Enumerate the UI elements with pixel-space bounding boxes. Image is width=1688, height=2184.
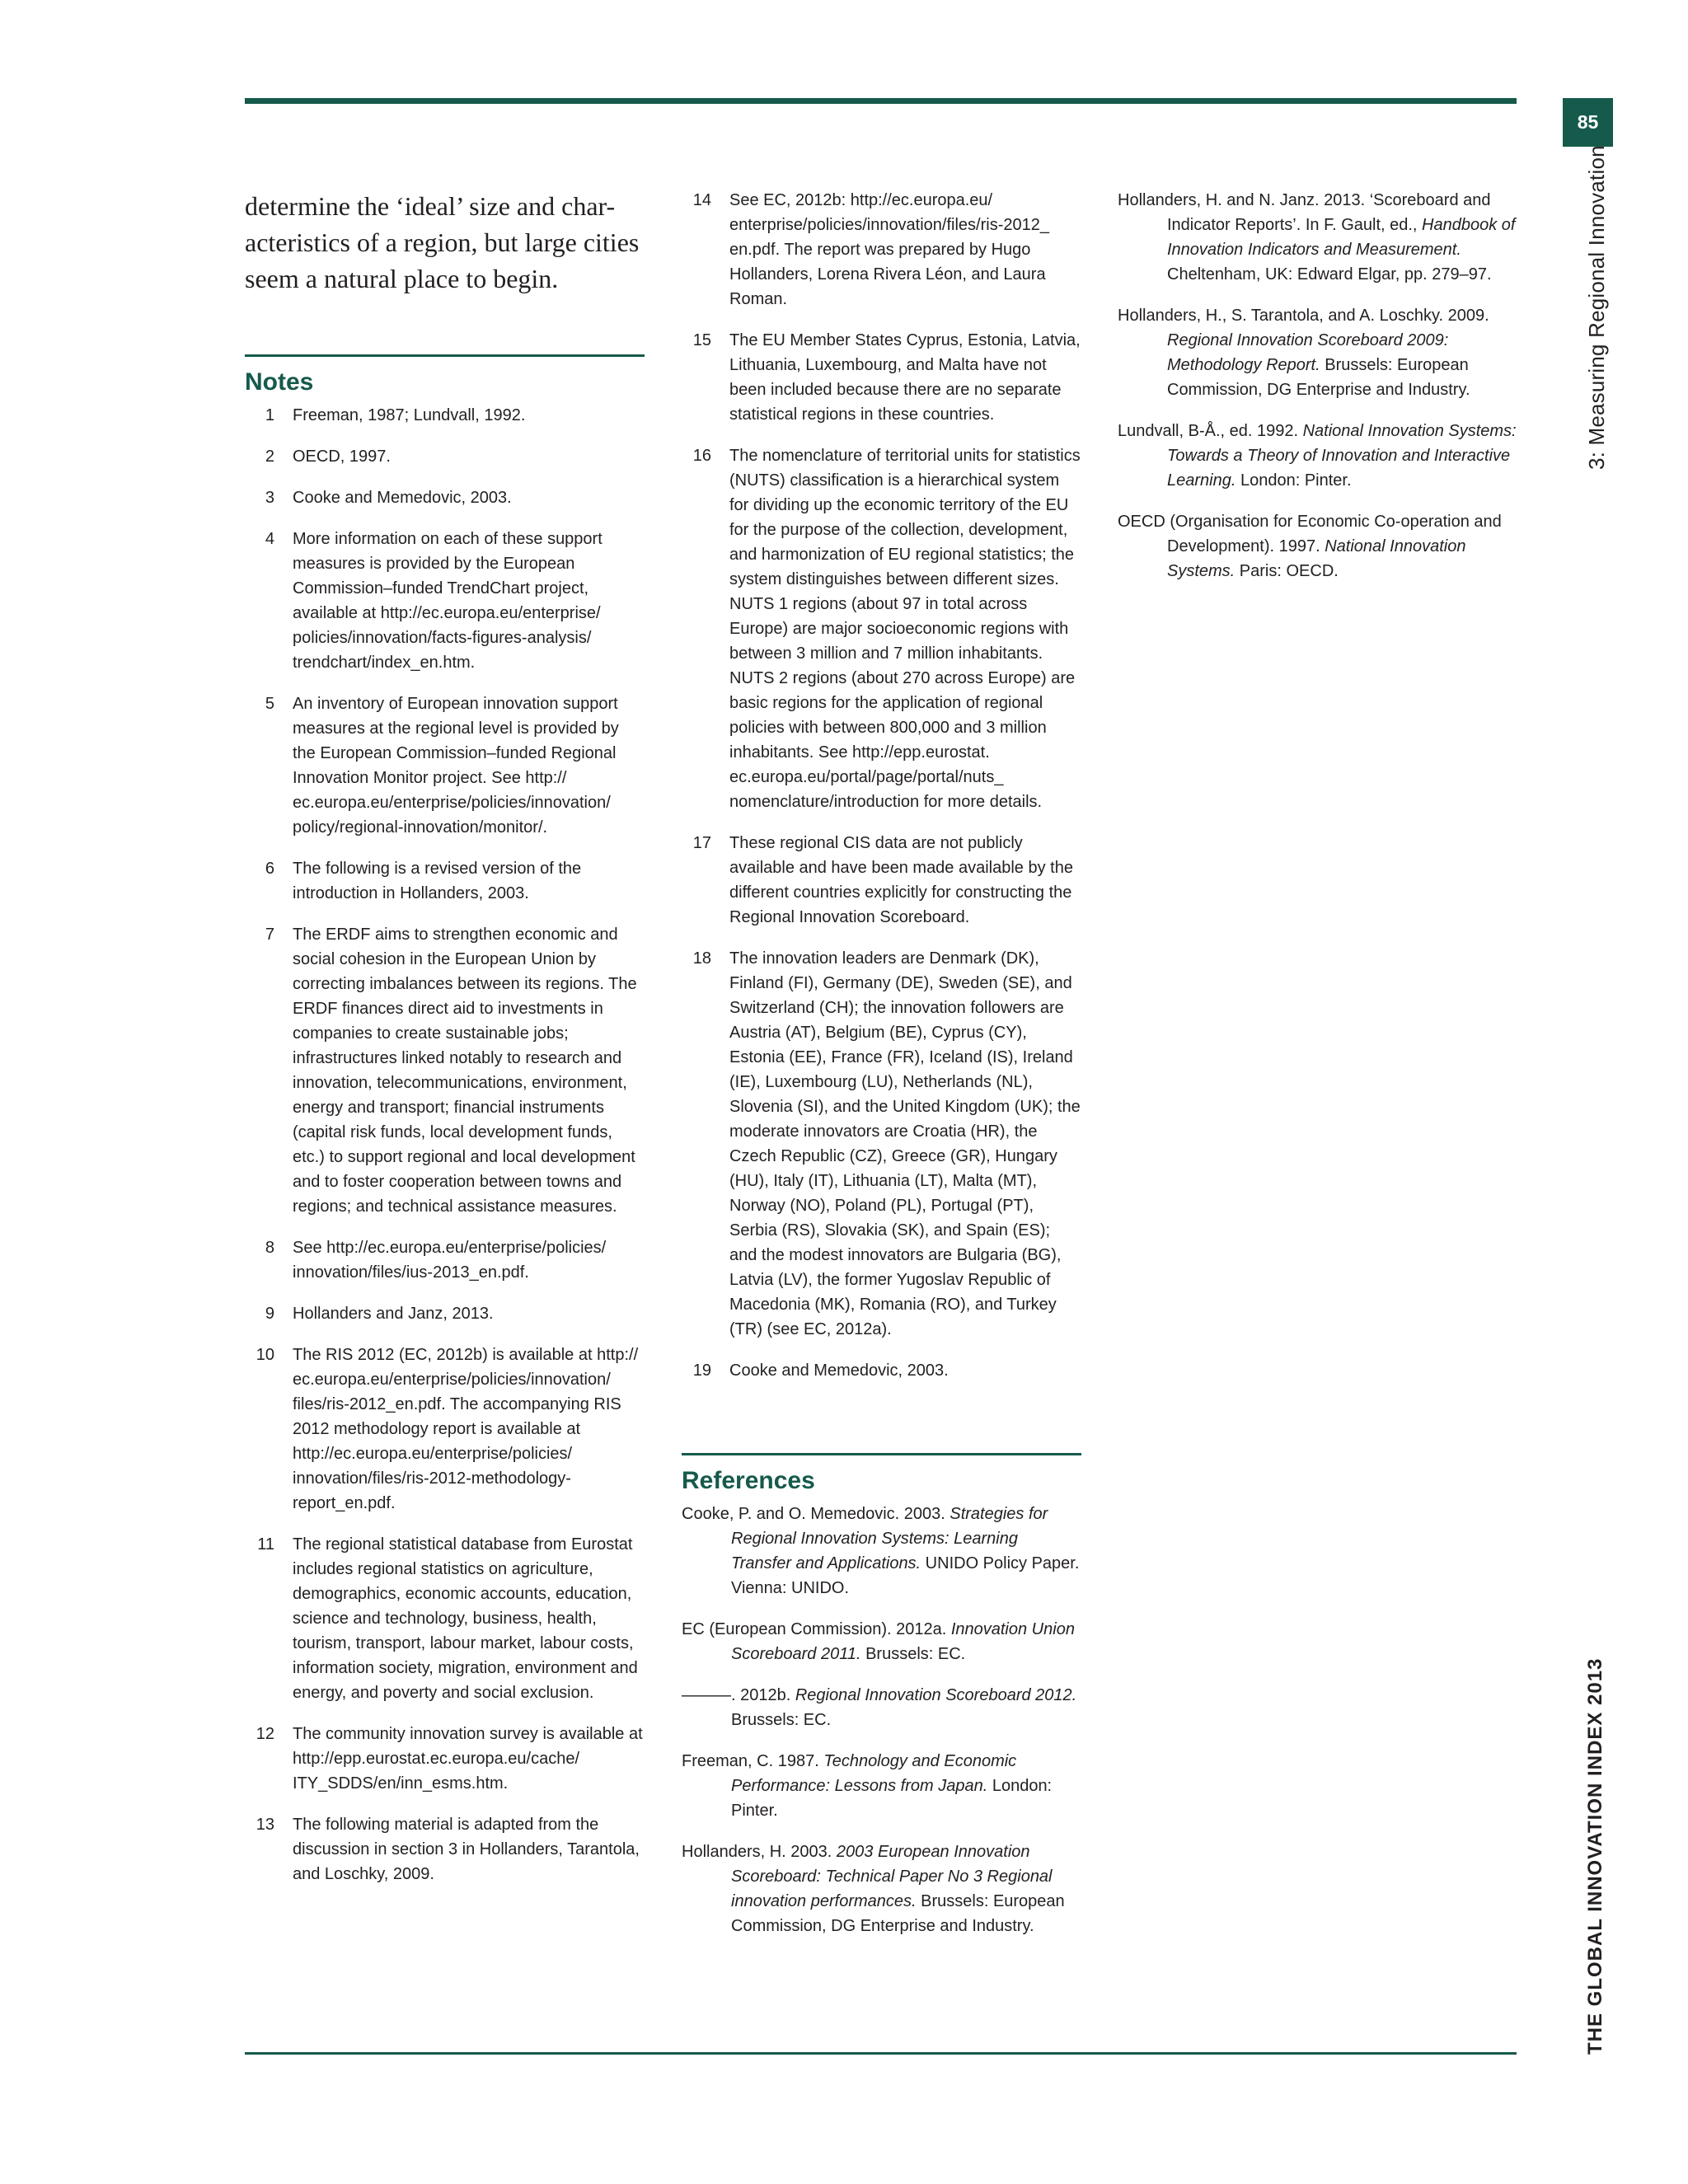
note-item xyxy=(245,527,645,675)
note-text: The RIS 2012 (EC, 2012b) is available at http:// ec.europa.eu/enterprise/policies/innovation/ files/ris-2012_en.pdf. The accompanying RIS 2012 methodology report is available at http://ec.europa.eu/enterprise/policies/ innovation/files/ris-2012-methodology- report_en.pdf. xyxy=(293,1346,639,1512)
reference-publisher: UNIDO Policy Paper. Vienna: UNIDO. xyxy=(731,1554,1080,1597)
reference-author: Hollanders, H., S. Tarantola, and A. Loschky. 2009. xyxy=(1118,307,1489,325)
note-number: 3 xyxy=(265,489,274,507)
note-number: 13 xyxy=(256,1816,274,1834)
reference-title: Strategies for Regional Innovation Systems: Learning Transfer and Applications. xyxy=(731,1505,1048,1572)
note-text: An inventory of European innovation support measures at the regional level is provided by the European Commission–funded Regional Innovation Monitor project. See http:// ec.europa.eu/enterprise/policies/innovation/ policy/regional-innovation/monitor/. xyxy=(293,695,619,837)
note-item xyxy=(245,1235,645,1285)
note-item xyxy=(682,831,1081,930)
note-number: 4 xyxy=(265,530,274,548)
running-head: 3: Measuring Regional Innovation xyxy=(1584,145,1609,470)
reference-title: Technology and Economic Performance: Lessons from Japan. xyxy=(731,1752,1017,1795)
bottom-rule xyxy=(245,2052,1517,2055)
note-text: The ERDF aims to strengthen economic and social cohesion in the European Union by correcting imbalances between its regions. The ERDF finances direct aid to investments in companies to create sustainable jobs; infrastructures linked notably to research and innovation, telecommunications, environment, energy and transport; financial instruments (capital risk funds, local development funds, etc.) to support regional and local development and to foster cooperation between towns and regions; and technical assistance measures. xyxy=(293,926,637,1216)
reference-item xyxy=(682,1840,1081,1938)
intro-text: determine the ‘ideal’ size and char- acteristics of a region, but large cities seem a natural place to begin. xyxy=(245,191,640,293)
reference-item xyxy=(682,1749,1081,1823)
reference-title: 2003 European Innovation Scoreboard: Technical Paper No 3 Regional innovation performances. xyxy=(731,1843,1053,1910)
note-item xyxy=(245,922,645,1219)
note-text: Cooke and Memedovic, 2003. xyxy=(293,489,512,507)
reference-item xyxy=(682,1617,1081,1666)
reference-title: Innovation Union Scoreboard 2011. xyxy=(731,1620,1075,1663)
reference-title: National Innovation Systems. xyxy=(1167,537,1466,580)
reference-author: Lundvall, B-Å., ed. 1992. xyxy=(1118,422,1303,440)
reference-item xyxy=(1118,419,1522,493)
reference-author: Hollanders, H. and N. Janz. 2013. ‘Scoreboard and Indicator Reports’. In F. Gault, ed., xyxy=(1118,191,1491,234)
reference-item xyxy=(1118,188,1522,287)
note-item xyxy=(245,1722,645,1796)
reference-publisher: London: Pinter. xyxy=(1236,471,1352,490)
notes-list-continued xyxy=(682,188,1081,1383)
note-item xyxy=(245,691,645,840)
note-text: See http://ec.europa.eu/enterprise/policies/ innovation/files/ius-2013_en.pdf. xyxy=(293,1239,607,1282)
note-number: 1 xyxy=(265,406,274,424)
note-number: 5 xyxy=(265,695,274,713)
note-text: The regional statistical database from Eurostat includes regional statistics on agriculture, demographics, economic accounts, education, science and technology, business, health, tourism, transport, labour market, labour costs, information society, migration, environment and energy, and poverty and social exclusion. xyxy=(293,1535,638,1702)
note-text: See EC, 2012b: http://ec.europa.eu/ enterprise/policies/innovation/files/ris-2012_ en.pdf. The report was prepared by Hugo Hollanders, Lorena Rivera Léon, and Laura Roman. xyxy=(729,191,1049,308)
reference-item xyxy=(1118,509,1522,583)
page-number: 85 xyxy=(1563,98,1613,147)
note-text: Freeman, 1987; Lundvall, 1992. xyxy=(293,406,526,424)
book-title: THE GLOBAL INNOVATION INDEX 2013 xyxy=(1584,1657,1606,2055)
reference-publisher: Brussels: EC. xyxy=(860,1645,966,1663)
notes-heading: Notes xyxy=(245,354,645,398)
note-text: Cooke and Memedovic, 2003. xyxy=(729,1361,949,1380)
note-number: 2 xyxy=(265,448,274,466)
note-item xyxy=(245,1532,645,1705)
note-text: The following is a revised version of the introduction in Hollanders, 2003. xyxy=(293,860,582,902)
notes-list xyxy=(245,403,645,1886)
note-item xyxy=(245,485,645,510)
reference-publisher: Brussels: European Commission, DG Enterprise and Industry. xyxy=(1167,356,1470,399)
note-item xyxy=(682,328,1081,427)
note-item xyxy=(682,188,1081,312)
note-text: These regional CIS data are not publicly available and have been made available by the different countries explicitly for constructing the Regional Innovation Scoreboard. xyxy=(729,834,1073,926)
note-text: OECD, 1997. xyxy=(293,448,391,466)
note-text: More information on each of these support measures is provided by the European Commission–funded TrendChart project, available at http://ec.europa.eu/enterprise/ policies/innovation/facts-figures-analysis/ trendchart/index_en.htm. xyxy=(293,530,603,672)
reference-author: OECD (Organisation for Economic Co-operation and Development). 1997. xyxy=(1118,513,1502,555)
note-number: 10 xyxy=(256,1346,274,1364)
column-1 xyxy=(245,188,645,1903)
note-item xyxy=(682,443,1081,814)
note-number: 14 xyxy=(692,191,711,209)
note-number: 15 xyxy=(692,331,711,349)
reference-publisher: Paris: OECD. xyxy=(1235,562,1339,580)
note-text: Hollanders and Janz, 2013. xyxy=(293,1305,494,1323)
reference-title: Regional Innovation Scoreboard 2012. xyxy=(795,1686,1077,1704)
note-item xyxy=(245,1301,645,1326)
reference-author: ———. 2012b. xyxy=(682,1686,795,1704)
note-item xyxy=(682,1358,1081,1383)
reference-item xyxy=(1118,303,1522,402)
reference-publisher: Brussels: European Commission, DG Enterprise and Industry. xyxy=(731,1892,1065,1935)
column-3 xyxy=(1118,188,1522,600)
reference-author: EC (European Commission). 2012a. xyxy=(682,1620,951,1638)
column-2 xyxy=(682,188,1081,1955)
note-text: The community innovation survey is available at http://epp.eurostat.ec.europa.eu/cache/ ITY_SDDS/en/inn_esms.htm. xyxy=(293,1725,643,1793)
note-item xyxy=(245,1812,645,1886)
note-number: 12 xyxy=(256,1725,274,1743)
reference-title: Regional Innovation Scoreboard 2009: Methodology Report. xyxy=(1167,331,1449,374)
reference-item xyxy=(682,1683,1081,1732)
reference-item xyxy=(682,1502,1081,1601)
reference-publisher: Brussels: EC. xyxy=(731,1711,832,1729)
note-number: 18 xyxy=(692,949,711,968)
reference-title: National Innovation Systems: Towards a Theory of Innovation and Interactive Learning. xyxy=(1167,422,1517,490)
note-text: The innovation leaders are Denmark (DK), Finland (FI), Germany (DE), Sweden (SE), and Switzerland (CH); the innovation followers are Austria (AT), Belgium (BE), Cyprus (CY), Estonia (EE), France (FR), Iceland (IS), Ireland (IE), Luxembourg (LU), Netherlands (NL), Slovenia (SI), and the United Kingdom (UK); the moderate innovators are Croatia (HR), the Czech Republic (CZ), Greece (GR), Hungary (HU), Italy (IT), Lithuania (LT), Malta (MT), Norway (NO), Poland (PL), Portugal (PT), Serbia (RS), Slovakia (SK), and Spain (ES); and the modest innovators are Bulgaria (BG), Latvia (LV), the former Yugoslav Republic of Macedonia (MK), Romania (RO), and Turkey (TR) (see EC, 2012a). xyxy=(729,949,1081,1338)
reference-publisher: Cheltenham, UK: Edward Elgar, pp. 279–97. xyxy=(1167,265,1492,284)
note-number: 9 xyxy=(265,1305,274,1323)
reference-title: Handbook of Innovation Indicators and Measurement. xyxy=(1167,216,1516,259)
note-number: 11 xyxy=(257,1535,274,1554)
note-number: 8 xyxy=(265,1239,274,1257)
note-number: 16 xyxy=(692,447,711,465)
reference-author: Hollanders, H. 2003. xyxy=(682,1843,837,1861)
references-list xyxy=(682,1502,1081,1938)
reference-author: Cooke, P. and O. Memedovic. 2003. xyxy=(682,1505,950,1523)
reference-author: Freeman, C. 1987. xyxy=(682,1752,824,1770)
note-text: The nomenclature of territorial units for statistics (NUTS) classification is a hierarchical system for dividing up the economic territory of the EU for the purpose of the collection, development, and harmonization of EU regional statistics; the system distinguishes between different sizes. NUTS 1 regions (about 97 in total across Europe) are major socioeconomic regions with between 3 million and 7 million inhabitants. NUTS 2 regions (about 270 across Europe) are basic regions for the application of regional policies with between 800,000 and 3 million inhabitants. See http://epp.eurostat. ec.europa.eu/portal/page/portal/nuts_ nomenclature/introduction for more details. xyxy=(729,447,1081,811)
note-text: The EU Member States Cyprus, Estonia, Latvia, Lithuania, Luxembourg, and Malta have not been included because there are no separate statistical regions in these countries. xyxy=(729,331,1081,424)
note-item xyxy=(682,946,1081,1342)
note-item xyxy=(245,856,645,906)
note-number: 19 xyxy=(692,1361,711,1380)
note-text: The following material is adapted from the discussion in section 3 in Hollanders, Tarantola, and Loschky, 2009. xyxy=(293,1816,640,1883)
note-number: 7 xyxy=(265,926,274,944)
references-list-continued xyxy=(1118,188,1522,583)
references-heading: References xyxy=(682,1453,1081,1497)
note-item xyxy=(245,1343,645,1516)
note-number: 17 xyxy=(692,834,711,852)
note-number: 6 xyxy=(265,860,274,878)
reference-publisher: London: Pinter. xyxy=(731,1777,1053,1820)
note-item xyxy=(245,444,645,469)
top-rule xyxy=(245,98,1517,104)
note-item xyxy=(245,403,645,428)
